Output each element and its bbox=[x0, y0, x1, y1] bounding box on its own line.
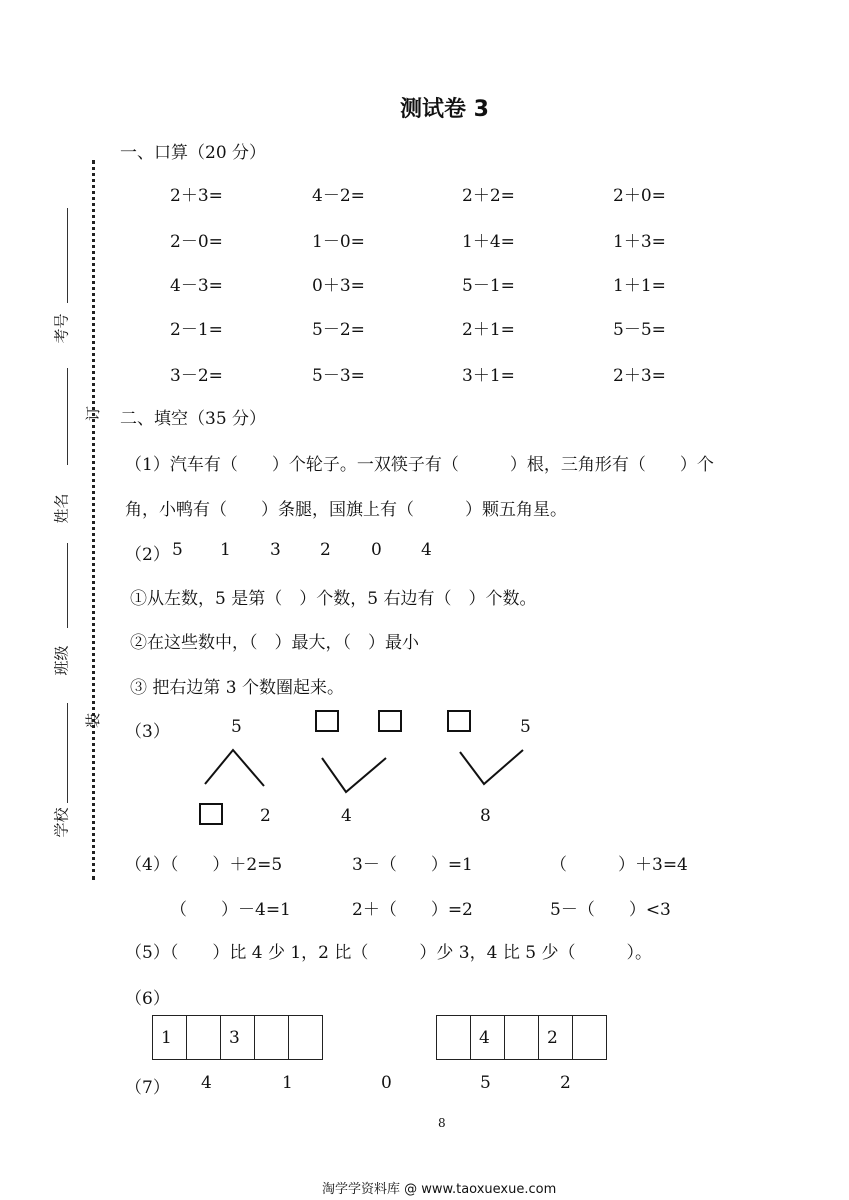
number-grid-left bbox=[152, 1015, 323, 1060]
oral-item: 2＋3= bbox=[613, 366, 666, 386]
class-label: 班级 bbox=[52, 645, 71, 676]
question-1-line1: （1）汽车有（ ）个轮子。一双筷子有（ ）根，三角形有（ ）个 bbox=[125, 455, 714, 475]
exam-number-label: 考号 bbox=[52, 313, 71, 344]
q7-number: 2 bbox=[560, 1073, 571, 1093]
oral-item: 1－0= bbox=[312, 232, 365, 252]
page-number: 8 bbox=[438, 1116, 446, 1130]
grid-cell: 1 bbox=[153, 1016, 187, 1060]
q7-number: 5 bbox=[480, 1073, 491, 1093]
oral-item: 2＋2= bbox=[462, 186, 515, 206]
school-label: 学校 bbox=[52, 807, 71, 838]
oral-item: 1＋1= bbox=[613, 276, 666, 296]
question-7-label: （7） bbox=[125, 1078, 170, 1098]
grid-cell bbox=[437, 1016, 471, 1060]
oral-item: 5－5= bbox=[613, 320, 666, 340]
q3-bottom-number: 4 bbox=[341, 806, 352, 826]
question-2-c: ③ 把右边第 3 个数圈起来。 bbox=[130, 678, 345, 698]
grid-cell bbox=[255, 1016, 289, 1060]
oral-item: 2－1= bbox=[170, 320, 223, 340]
grid-cell bbox=[187, 1016, 221, 1060]
oral-item: 5－1= bbox=[462, 276, 515, 296]
q3-bottom-number: 8 bbox=[480, 806, 491, 826]
oral-item: 5－2= bbox=[312, 320, 365, 340]
grid-cell: 3 bbox=[221, 1016, 255, 1060]
binding-ding-label: 订 bbox=[84, 405, 103, 422]
oral-item: 2＋1= bbox=[462, 320, 515, 340]
q2-number: 2 bbox=[320, 540, 331, 560]
oral-item: 5－3= bbox=[312, 366, 365, 386]
q7-number: 1 bbox=[282, 1073, 293, 1093]
q2-number: 5 bbox=[172, 540, 183, 560]
oral-item: 2－0= bbox=[170, 232, 223, 252]
name-label: 姓名 bbox=[52, 493, 71, 524]
section1-heading: 一、口算（20 分） bbox=[120, 143, 267, 163]
oral-item: 4－2= bbox=[312, 186, 365, 206]
number-grid-right bbox=[436, 1015, 607, 1060]
question-4-item: 5－（ ）<3 bbox=[550, 900, 671, 920]
oral-item: 1＋3= bbox=[613, 232, 666, 252]
question-2-b: ②在这些数中，（ ）最大，（ ）最小 bbox=[130, 633, 419, 653]
bond-line-1 bbox=[205, 750, 264, 786]
grid-cell: 2 bbox=[539, 1016, 573, 1060]
bond-line-3 bbox=[460, 750, 523, 784]
oral-item: 2＋3= bbox=[170, 186, 223, 206]
oral-item: 4－3= bbox=[170, 276, 223, 296]
q2-number: 4 bbox=[421, 540, 432, 560]
oral-item: 1＋4= bbox=[462, 232, 515, 252]
question-3-label: （3） bbox=[125, 722, 170, 742]
q3-top-number: 5 bbox=[231, 717, 242, 737]
oral-item: 0＋3= bbox=[312, 276, 365, 296]
q3-bottom-number: 2 bbox=[260, 806, 271, 826]
oral-item: 3－2= bbox=[170, 366, 223, 386]
grid-cell bbox=[505, 1016, 539, 1060]
grid-cell: 4 bbox=[471, 1016, 505, 1060]
grid-cell bbox=[289, 1016, 323, 1060]
bond-line-2 bbox=[322, 758, 386, 792]
q7-number: 0 bbox=[381, 1073, 392, 1093]
q2-number: 0 bbox=[371, 540, 382, 560]
question-1-line2: 角，小鸭有（ ）条腿，国旗上有（ ）颗五角星。 bbox=[125, 500, 567, 520]
oral-item: 3＋1= bbox=[462, 366, 515, 386]
question-6-label: （6） bbox=[125, 989, 170, 1009]
oral-item: 2＋0= bbox=[613, 186, 666, 206]
grid-cell bbox=[573, 1016, 607, 1060]
question-4-item: （ ）＋3=4 bbox=[550, 855, 688, 875]
question-5: （5）（ ）比 4 少 1，2 比（ ）少 3，4 比 5 少（ ）。 bbox=[125, 943, 652, 963]
question-2-a: ①从左数，5 是第（ ）个数，5 右边有（ ）个数。 bbox=[130, 589, 537, 609]
footer-watermark: 淘学学资料库 @ www.taoxuexue.com bbox=[322, 1182, 557, 1197]
q3-top-number: 5 bbox=[520, 717, 531, 737]
question-4-item: 3－（ ）=1 bbox=[352, 855, 473, 875]
q7-number: 4 bbox=[201, 1073, 212, 1093]
question-4-item: 2＋（ ）=2 bbox=[352, 900, 473, 920]
q2-number: 1 bbox=[220, 540, 231, 560]
section2-heading: 二、填空（35 分） bbox=[120, 409, 267, 429]
question-4-item: （ ）－4=1 bbox=[170, 900, 291, 920]
binding-zhuang-label: 装 bbox=[84, 712, 103, 729]
question-4-item: （4）（ ）＋2=5 bbox=[125, 855, 283, 875]
q2-number: 3 bbox=[270, 540, 281, 560]
question-2-label: （2） bbox=[125, 545, 170, 565]
page-title: 测试卷 3 bbox=[400, 97, 489, 122]
